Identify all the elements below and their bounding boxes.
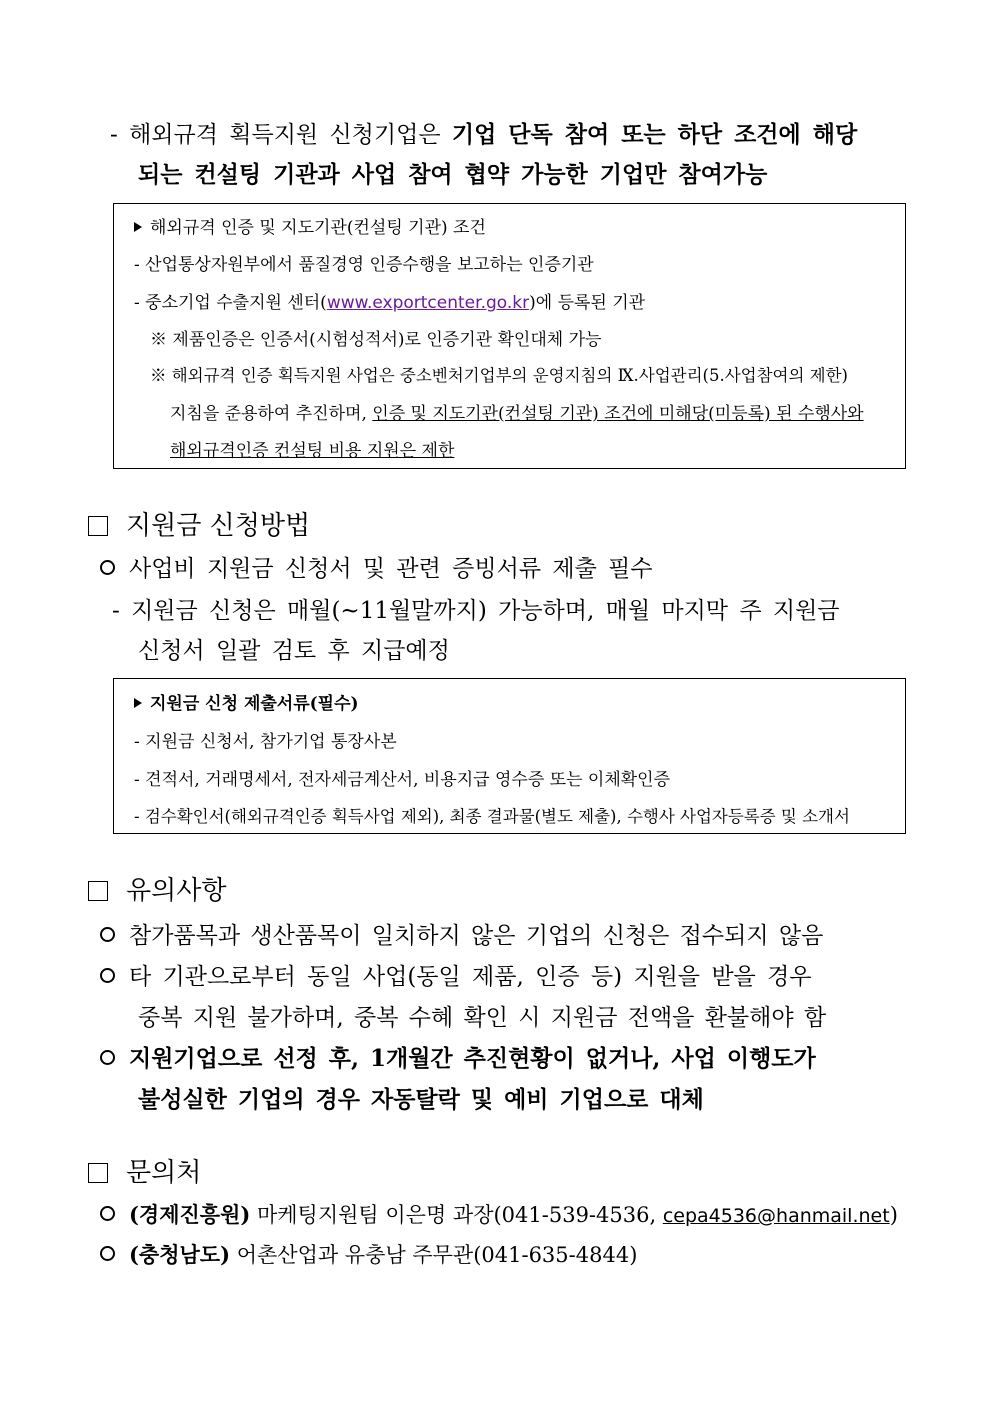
notes-bullet-3-line-1: 지원기업으로 선정 후, 1개월간 추진현황이 없거나, 사업 이행도가 [100,1040,816,1073]
consulting-conditions-box [113,203,906,469]
exportcenter-link[interactable]: www.exportcenter.go.kr [326,293,530,313]
contact-1: (경제진흥원) 마케팅지원팀 이은명 과장(041-539-4536, cepa4536@hanmail.net) [100,1199,898,1229]
circle-bullet-icon [100,968,115,983]
intro-line-2: 되는 컨설팅 기관과 사업 참여 협약 가능한 기업만 참여가능 [138,161,768,188]
box2-item-2: - 견적서, 거래명세서, 전자세금계산서, 비용지급 영수증 또는 이체확인증 [134,770,671,790]
circle-bullet-icon [100,1050,115,1065]
box1-title: 해외규격 인증 및 지도기관(컨설팅 기관) 조건 [134,213,486,238]
section-application-method [88,505,310,542]
box1-item-1: - 산업통상자원부에서 품질경영 인증수행을 보고하는 인증기관 [134,255,594,275]
section-notes [88,870,226,907]
intro-line-1 [110,116,857,149]
intro-normal-text: - 해외규격 획득지원 신청기업은 [110,122,452,148]
triangle-bullet-icon [134,698,142,708]
box1-note-2-line-2: 지침을 준용하여 추진하며, 인증 및 지도기관(컨설팅 기관) 조건에 미해당(미등록) 된 수행사와 [170,404,864,424]
circle-bullet-icon [100,1206,115,1221]
checkbox-square-icon [88,881,108,901]
contact-email-link[interactable]: cepa4536@hanmail.net [662,1205,890,1227]
box2-item-3: - 검수확인서(해외규격인증 획득사업 제외), 최종 결과물(별도 제출), 수행사 사업자등록증 및 소개서 [134,807,850,826]
intro-bold-text: 기업 단독 참여 또는 하단 조건에 해당 [451,121,858,148]
box1-item-2: - 중소기업 수출지원 센터(www.exportcenter.go.kr)에 등록된 기관 [134,293,646,313]
box1-note-2-line-3: 해외규격인증 컨설팅 비용 지원은 제한 [170,441,455,461]
section-title: 유의사항 [126,876,227,906]
application-dash-line-1: - 지원금 신청은 매월(~11월말까지) 가능하며, 매월 마지막 주 지원금 [112,598,840,624]
box1-note-2-line-1: ※ 해외규격 인증 획득지원 사업은 중소벤처기업부의 운영지침의 Ⅸ.사업관리(5.사업참여의 제한) [150,366,848,385]
circle-bullet-icon [100,1246,115,1261]
checkbox-square-icon [88,516,108,536]
circle-bullet-icon [100,927,115,942]
triangle-bullet-icon [134,222,142,232]
section-title: 문의처 [126,1158,202,1188]
circle-bullet-icon [100,560,115,575]
checkbox-square-icon [88,1163,108,1183]
notes-bullet-3-line-2: 불성실한 기업의 경우 자동탈락 및 예비 기업으로 대체 [138,1086,704,1113]
box2-title: 지원금 신청 제출서류(필수) [134,689,359,714]
section-title: 지원금 신청방법 [126,511,311,541]
box1-note-1: ※ 제품인증은 인증서(시험성적서)로 인증기관 확인대체 가능 [150,330,602,350]
box2-item-1: - 지원금 신청서, 참가기업 통장사본 [134,732,397,752]
section-contact [88,1152,201,1189]
notes-bullet-2-line-2: 중복 지원 불가하며, 중복 수혜 확인 시 지원금 전액을 환불해야 함 [138,1005,827,1031]
required-documents-box [113,678,906,834]
application-dash-line-2: 신청서 일괄 검토 후 지급예정 [138,638,450,664]
application-bullet-1: 사업비 지원금 신청서 및 관련 증빙서류 제출 필수 [100,550,653,583]
notes-bullet-1: 참가품목과 생산품목이 일치하지 않은 기업의 신청은 접수되지 않음 [100,917,823,950]
notes-bullet-2-line-1: 타 기관으로부터 동일 사업(동일 제품, 인증 등) 지원을 받을 경우 [100,958,812,991]
contact-2: (충청남도) 어촌산업과 유충남 주무관(041-635-4844) [100,1239,637,1269]
